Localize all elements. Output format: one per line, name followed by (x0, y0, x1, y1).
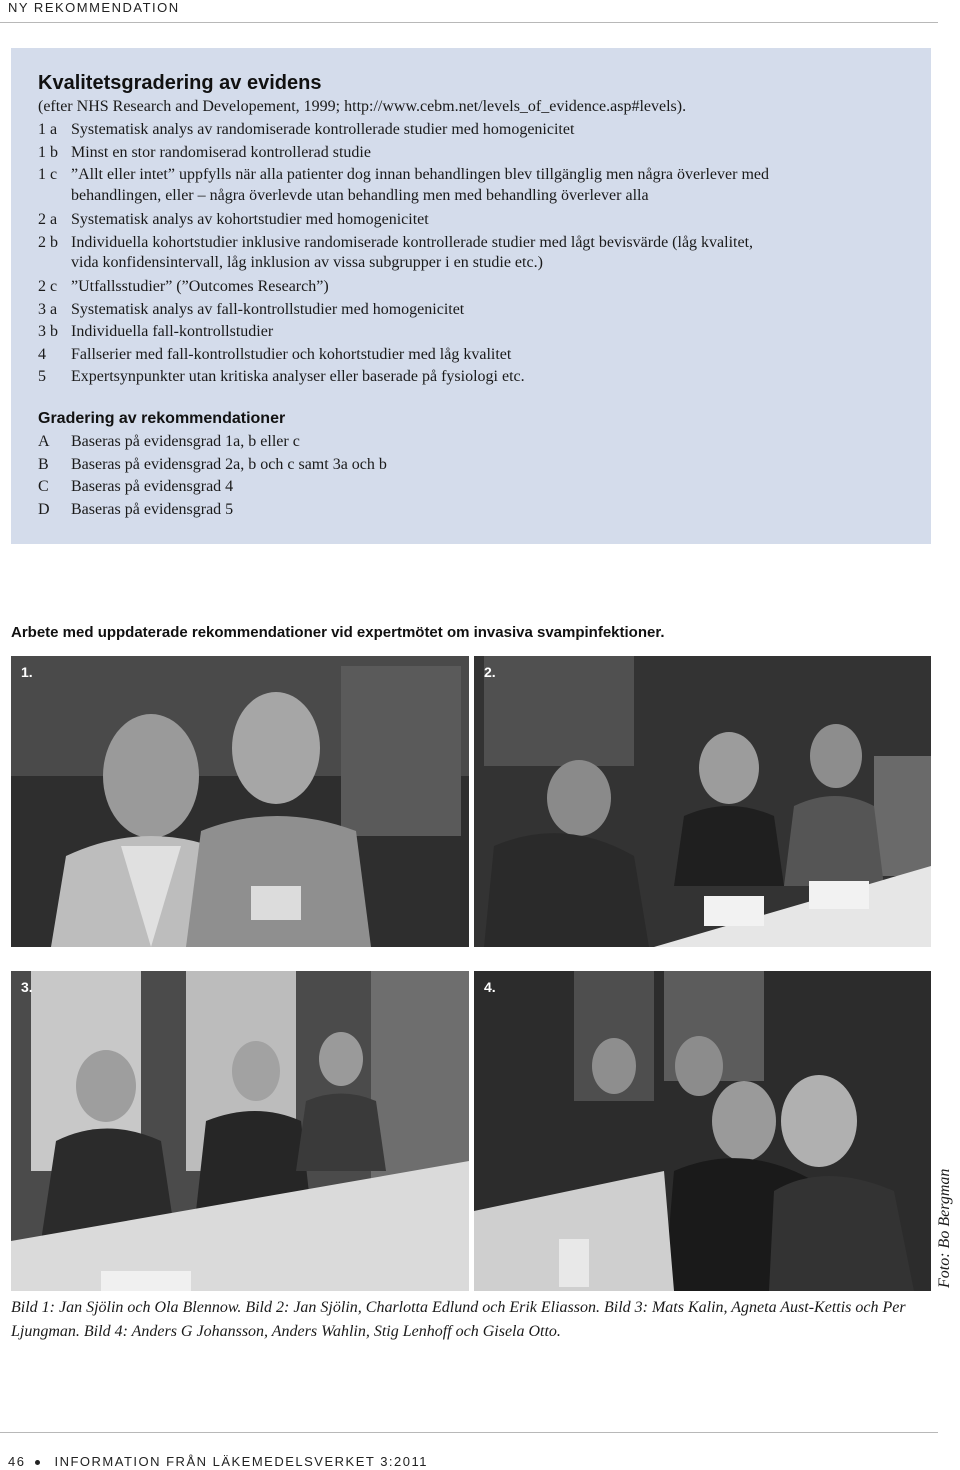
level-code: 3 b (38, 323, 58, 340)
level-code: 1 b (38, 144, 58, 161)
evidence-level-row (38, 344, 511, 366)
grading-row (38, 431, 300, 453)
photo-4 (474, 971, 931, 1291)
grade-code: B (38, 456, 49, 473)
evidence-level-row (38, 366, 525, 388)
running-header: NY REKOMMENDATION (8, 0, 180, 15)
evidence-level-row (38, 142, 371, 164)
photo-3 (11, 971, 469, 1291)
level-text-continuation: vida konfidensintervall, låg inklusion av vissa subgrupper i en studie etc.) (71, 254, 543, 271)
evidence-level-row (38, 164, 769, 186)
level-code: 2 a (38, 211, 58, 228)
photo-number: 3. (21, 979, 33, 995)
level-code: 2 b (38, 234, 58, 251)
level-text: ”Utfallsstudier” (”Outcomes Research”) (71, 278, 329, 295)
photo-number: 2. (484, 664, 496, 680)
level-text: Systematisk analys av randomiserade kontrollerade studier med homogenicitet (71, 121, 575, 138)
header-divider (0, 22, 938, 23)
grade-text: Baseras på evidensgrad 1a, b eller c (71, 433, 300, 450)
level-text: Minst en stor randomiserad kontrollerad studie (71, 144, 371, 161)
grading-row (38, 499, 233, 521)
evidence-level-row (38, 299, 464, 321)
evidence-title: Kvalitetsgradering av evidens (38, 72, 322, 94)
level-text: Individuella fall-kontrollstudier (71, 323, 274, 340)
page-number: 46 (8, 1454, 26, 1469)
bullet-separator (35, 1460, 40, 1465)
page-footer (8, 1454, 428, 1469)
evidence-source: (efter NHS Research and Developement, 1999; http://www.cebm.net/levels_of_evidence.asp#levels). (38, 98, 687, 115)
level-text: Systematisk analys av kohortstudier med homogenicitet (71, 211, 429, 228)
level-code: 1 c (38, 166, 58, 183)
evidence-level-row (38, 119, 574, 141)
photo-number: 1. (21, 664, 33, 680)
evidence-level-row (38, 276, 329, 298)
evidence-level-row (38, 232, 753, 254)
grade-code: C (38, 478, 49, 495)
level-code: 2 c (38, 278, 58, 295)
photo-2-image (474, 656, 931, 947)
level-code: 1 a (38, 121, 58, 138)
evidence-level-row (38, 321, 273, 343)
footer-divider (0, 1432, 938, 1433)
level-text: ”Allt eller intet” uppfylls när alla patienter dog innan behandlingen blev tillgänglig men några överlever med (71, 166, 769, 183)
photo-section-heading: Arbete med uppdaterade rekommendationer vid expertmötet om invasiva svampinfektioner. (11, 624, 665, 641)
photo-2 (474, 656, 931, 947)
level-code: 3 a (38, 301, 58, 318)
level-text: Expertsynpunkter utan kritiska analyser eller baserade på fysiologi etc. (71, 368, 525, 385)
grade-text: Baseras på evidensgrad 2a, b och c samt 3a och b (71, 456, 387, 473)
level-text: Individuella kohortstudier inklusive randomiserade kontrollerade studier med lågt bevisvärde (låg kvalitet, (71, 234, 754, 251)
level-text-continuation: behandlingen, eller – några överlevde utan behandling men med behandling överlever alla (71, 187, 649, 204)
photo-1-image (11, 656, 469, 947)
photo-credit: Foto: Bo Bergman (936, 1168, 953, 1288)
level-code: 4 (38, 346, 46, 363)
grade-text: Baseras på evidensgrad 4 (71, 478, 234, 495)
photo-caption: Bild 1: Jan Sjölin och Ola Blennow. Bild 2: Jan Sjölin, Charlotta Edlund och Erik Eliasson. Bild 3: Mats Kalin, Agneta Aust-Kettis och Per Ljungman. Bild 4: Anders G Johansson, Anders Wahlin, Stig Lenhoff och Gisela Otto. (11, 1299, 906, 1340)
level-text: Systematisk analys av fall-kontrollstudier med homogenicitet (71, 301, 465, 318)
level-code: 5 (38, 368, 46, 385)
grading-row (38, 476, 233, 498)
photo-3-image (11, 971, 469, 1291)
grading-row (38, 454, 387, 476)
photo-number: 4. (484, 979, 496, 995)
grade-code: A (38, 433, 50, 450)
level-text: Fallserier med fall-kontrollstudier och kohortstudier med låg kvalitet (71, 346, 512, 363)
evidence-level-row (38, 209, 429, 231)
grade-text: Baseras på evidensgrad 5 (71, 501, 234, 518)
grading-title: Gradering av rekommendationer (38, 410, 286, 427)
photo-1 (11, 656, 469, 947)
photo-4-image (474, 971, 931, 1291)
grade-code: D (38, 501, 50, 518)
publication-name: INFORMATION FRÅN LÄKEMEDELSVERKET 3:2011 (54, 1454, 428, 1469)
